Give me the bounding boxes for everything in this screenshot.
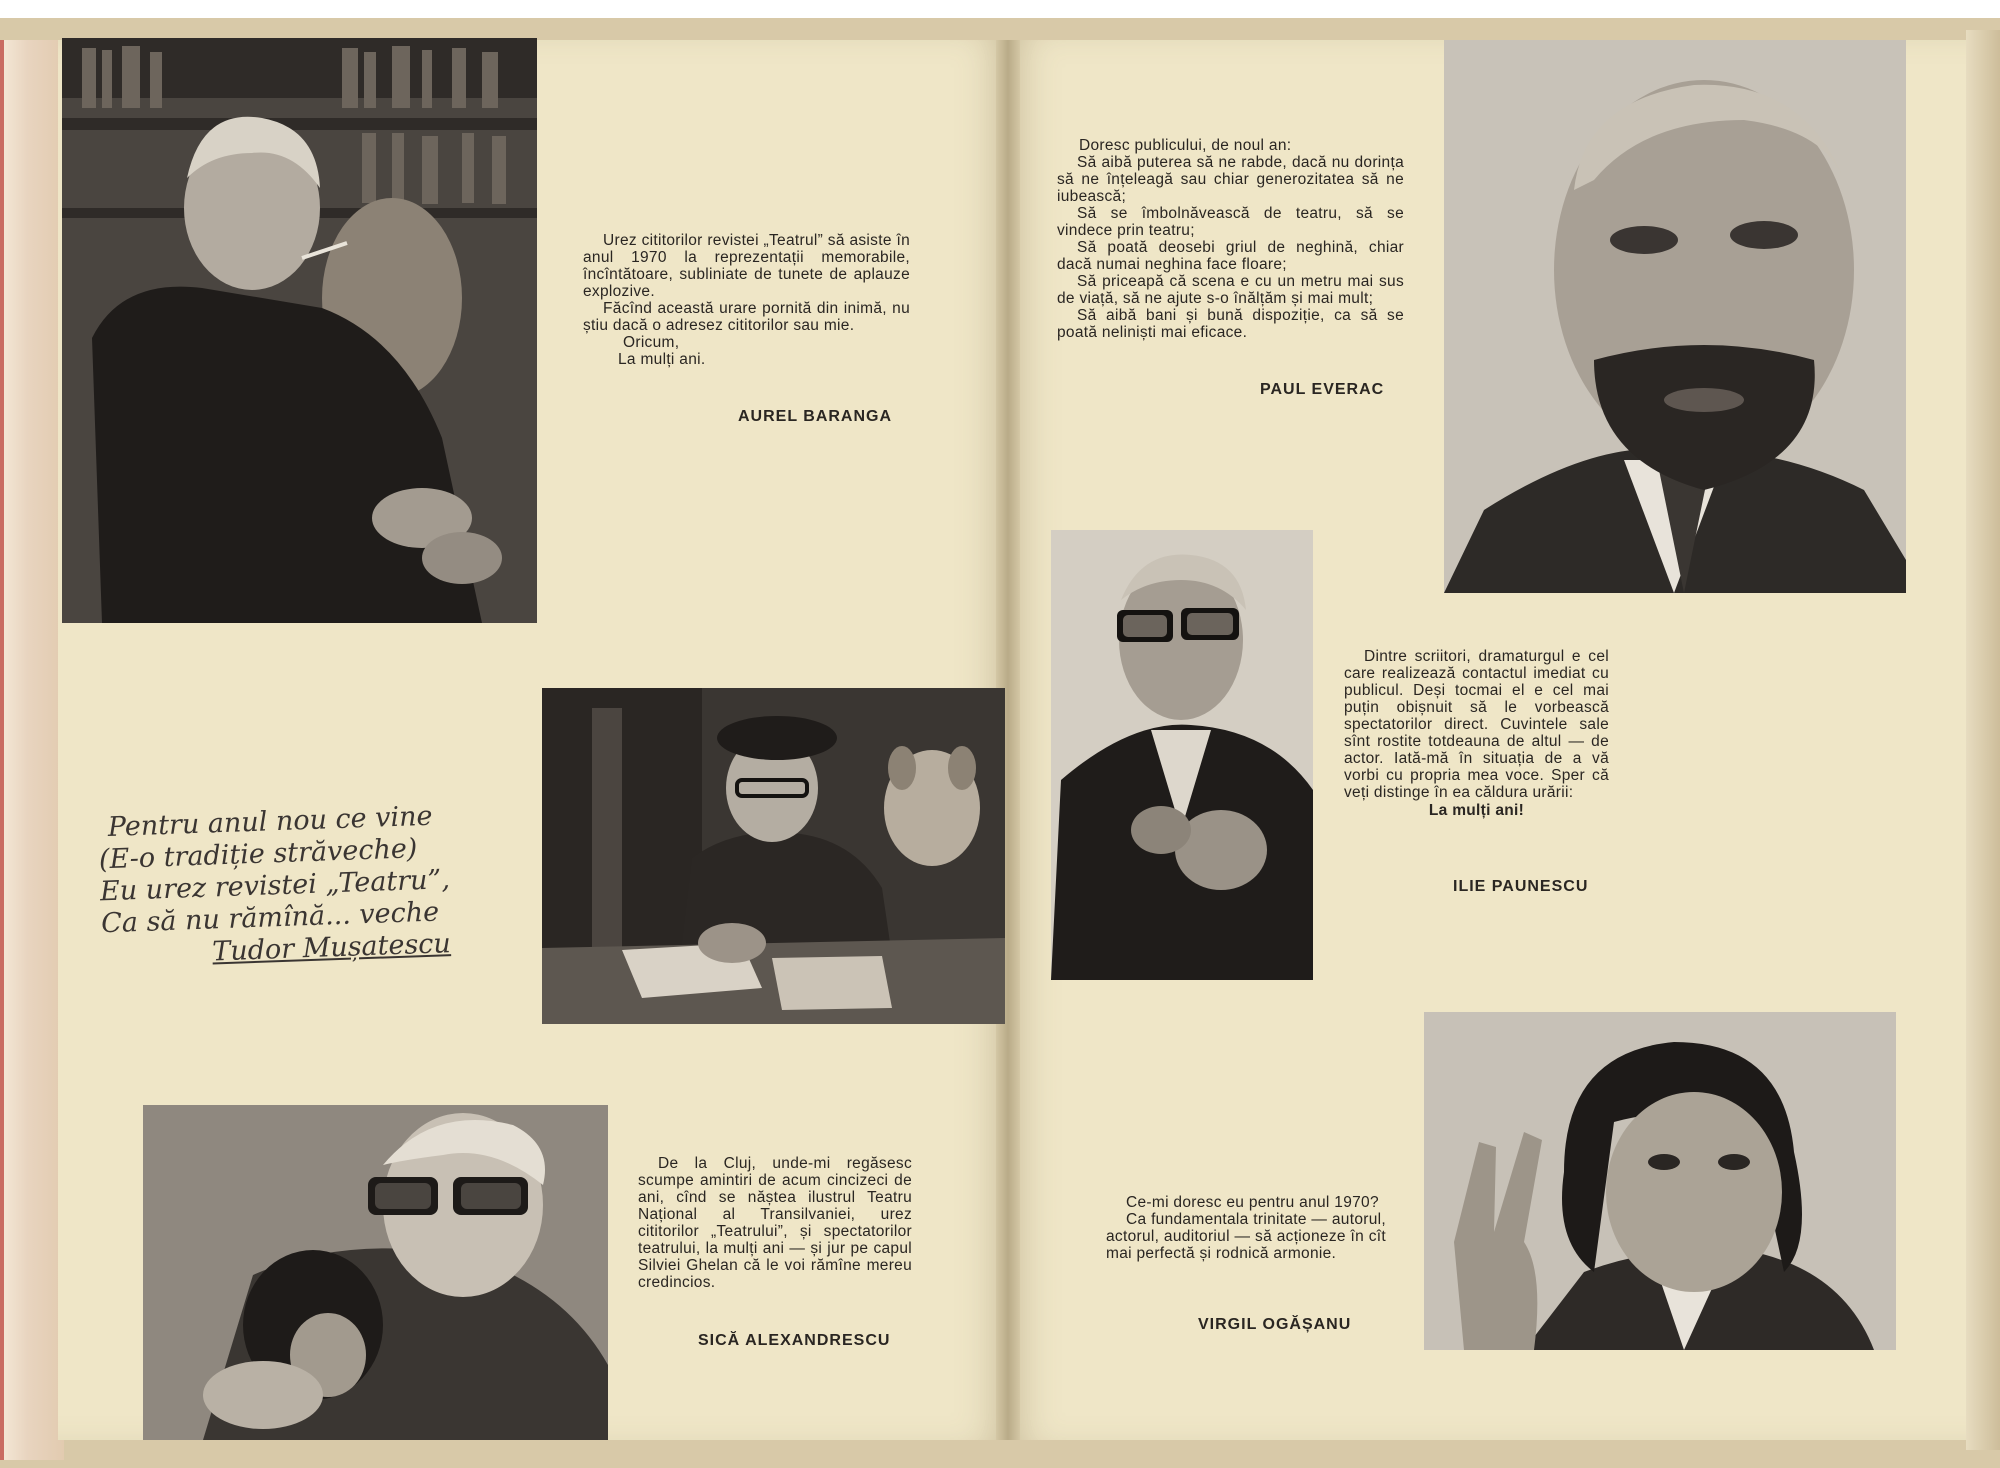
paunescu-text: [1344, 648, 1609, 819]
everac-paragraph: Să aibă bani și bună dispoziție, ca să se poată neliniști mai eficace.: [1057, 307, 1404, 341]
everac-paragraph: Să poată deosebi griul de neghină, chiar dacă numai neghina face floare;: [1057, 239, 1404, 273]
right-page-edges: [1966, 30, 2000, 1450]
baranga-paragraph: Oricum,: [623, 334, 680, 351]
alexandrescu-signature: SICĂ ALEXANDRESCU: [698, 1332, 891, 1349]
handwritten-line: Ca să nu rămînă... veche: [100, 896, 440, 940]
handwritten-line: Eu urez revistei „Teatru”,: [99, 864, 451, 908]
ogasanu-text: [1106, 1194, 1386, 1262]
photo-ilie-paunescu: [1051, 530, 1313, 980]
photo-paul-everac: [1444, 40, 1906, 593]
ogasanu-paragraph: Ca fundamentala trinitate — autorul, actorul, auditoriul — să acționeze în cît mai perfectă și rodnică armonie.: [1106, 1211, 1386, 1262]
baranga-signature: AUREL BARANGA: [738, 408, 893, 425]
handwritten-greeting: [97, 798, 522, 973]
alexandrescu-text: [638, 1155, 912, 1291]
everac-paragraph: Să se îmbolnăvească de teatru, să se vindece prin teatru;: [1057, 205, 1404, 239]
baranga-paragraph: La mulți ani.: [618, 351, 706, 368]
handwritten-line: Pentru anul nou ce vine: [107, 800, 433, 844]
everac-text: [1057, 137, 1404, 341]
photo-sica-alexandrescu: [143, 1105, 608, 1440]
photo-tudor-musatescu: [542, 688, 1005, 1024]
paunescu-greeting: La mulți ani!: [1428, 802, 1525, 819]
left-page-edges: [0, 40, 64, 1460]
everac-paragraph: Să priceapă că scena e cu un metru mai sus de viață, să ne ajute s-o înălțăm și mai mult;: [1057, 273, 1404, 307]
everac-paragraph: Doresc publicului, de noul an:: [1079, 137, 1292, 154]
baranga-paragraph: Urez cititorilor revistei „Teatrul” să asiste în anul 1970 la reprezentații memorabile, încîntătoare, subliniate de tunete de aplauze explozive.: [583, 232, 910, 300]
alexandrescu-paragraph: De la Cluj, unde-mi regăsesc scumpe amintiri de acum cincizeci de ani, cînd se năștea ilustrul Teatru Național al Transilvaniei, urez cititorilor „Teatrului”, și spectatorilor teatrului, la mulți ani — și jur pe capul Silviei Ghelan că le voi rămîne mereu credincios.: [638, 1155, 912, 1291]
photo-virgil-ogasanu: [1424, 1012, 1896, 1350]
everac-paragraph: Să aibă puterea să ne rabde, dacă nu dorința să ne înțeleagă sau chiar generozitatea să ne iubească;: [1057, 154, 1404, 205]
ogasanu-signature: VIRGIL OGĂȘANU: [1198, 1316, 1352, 1333]
paunescu-paragraph: Dintre scriitori, dramaturgul e cel care realizează contactul imediat cu publicul. Deși tocmai el e cel mai puțin obișnuit să le vorbească spectatorilor direct. Cuvintele sale sînt rostite totdeauna de altul — de actor. Iată-mă în situația de a vă vorbi cu propria mea voce. Sper că veți distinge în ea căldura urării:: [1344, 648, 1609, 801]
paunescu-signature: ILIE PAUNESCU: [1453, 878, 1589, 895]
everac-signature: PAUL EVERAC: [1260, 381, 1385, 398]
photo-aurel-baranga: [62, 38, 537, 623]
handwritten-line: (E-o tradiție străveche): [98, 833, 418, 876]
handwritten-signature: Tudor Mușatescu: [211, 928, 452, 968]
ogasanu-paragraph: Ce-mi doresc eu pentru anul 1970?: [1126, 1194, 1379, 1211]
baranga-paragraph: Făcînd această urare pornită din inimă, nu știu dacă o adresez cititorilor sau mie.: [583, 300, 910, 334]
baranga-text: [583, 232, 910, 368]
